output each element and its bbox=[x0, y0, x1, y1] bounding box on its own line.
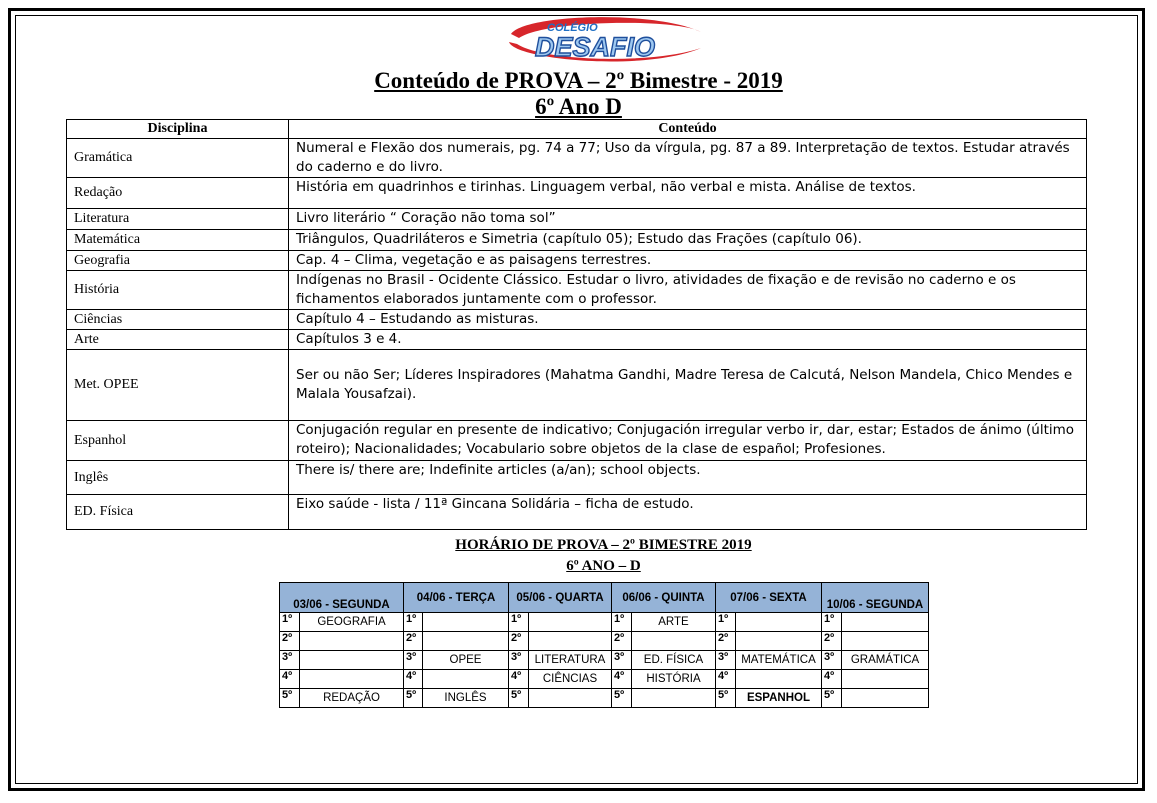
schedule-cell bbox=[529, 689, 612, 708]
schedule-cell bbox=[736, 670, 822, 689]
content-cell: Indígenas no Brasil - Ocidente Clássico. Estudar o livro, atividades de fixação e de revisão no caderno e os fichamentos elaborados juntamente com o professor. bbox=[289, 271, 1087, 310]
schedule-cell bbox=[736, 632, 822, 651]
schedule-title: HORÁRIO DE PROVA – 2º BIMESTRE 2019 bbox=[455, 537, 752, 553]
period-number: 1º bbox=[509, 613, 529, 632]
period-number: 3º bbox=[716, 651, 736, 670]
period-number: 4º bbox=[509, 670, 529, 689]
schedule-header-row bbox=[280, 583, 929, 613]
table-row bbox=[67, 310, 1087, 330]
schedule-cell: ESPANHOL bbox=[736, 689, 822, 708]
schedule-cell bbox=[300, 670, 404, 689]
period-number: 5º bbox=[404, 689, 423, 708]
discipline-cell: Redação bbox=[67, 178, 289, 209]
discipline-cell: Met. OPEE bbox=[67, 350, 289, 421]
discipline-cell: Gramática bbox=[67, 139, 289, 178]
day-header: 04/06 - TERÇA bbox=[404, 583, 509, 613]
content-cell: História em quadrinhos e tirinhas. Linguagem verbal, não verbal e mista. Análise de textos. bbox=[289, 178, 1087, 209]
discipline-cell: Literatura bbox=[67, 209, 289, 230]
period-number: 1º bbox=[612, 613, 632, 632]
discipline-cell: ED. Física bbox=[67, 495, 289, 530]
schedule-cell bbox=[842, 689, 929, 708]
discipline-cell: Matemática bbox=[67, 230, 289, 251]
content-cell: Capítulos 3 e 4. bbox=[289, 330, 1087, 350]
day-header: 10/06 - SEGUNDA bbox=[822, 583, 929, 613]
schedule-cell bbox=[529, 613, 612, 632]
logo-top-text: COLÉGIO bbox=[547, 22, 598, 34]
schedule-row bbox=[280, 632, 929, 651]
period-number: 4º bbox=[612, 670, 632, 689]
table-row bbox=[67, 421, 1087, 461]
table-row bbox=[67, 178, 1087, 209]
schedule-cell: CIÊNCIAS bbox=[529, 670, 612, 689]
period-number: 1º bbox=[280, 613, 300, 632]
table-row bbox=[67, 495, 1087, 530]
schedule-row bbox=[280, 651, 929, 670]
period-number: 2º bbox=[822, 632, 842, 651]
discipline-cell: Espanhol bbox=[67, 421, 289, 461]
period-number: 3º bbox=[404, 651, 423, 670]
schedule-cell: MATEMÁTICA bbox=[736, 651, 822, 670]
schedule-cell bbox=[632, 632, 716, 651]
period-number: 2º bbox=[509, 632, 529, 651]
content-cell: Eixo saúde - lista / 11ª Gincana Solidária – ficha de estudo. bbox=[289, 495, 1087, 530]
schedule-cell: HISTÓRIA bbox=[632, 670, 716, 689]
period-number: 5º bbox=[612, 689, 632, 708]
period-number: 4º bbox=[716, 670, 736, 689]
schedule-cell: REDAÇÃO bbox=[300, 689, 404, 708]
content-table-header bbox=[67, 120, 1087, 139]
content-cell: Triângulos, Quadriláteros e Simetria (capítulo 05); Estudo das Frações (capítulo 06). bbox=[289, 230, 1087, 251]
period-number: 3º bbox=[612, 651, 632, 670]
period-number: 3º bbox=[509, 651, 529, 670]
period-number: 5º bbox=[280, 689, 300, 708]
table-row bbox=[67, 330, 1087, 350]
discipline-cell: História bbox=[67, 271, 289, 310]
table-row bbox=[67, 209, 1087, 230]
period-number: 4º bbox=[822, 670, 842, 689]
schedule-cell bbox=[423, 613, 509, 632]
schedule-class-label: 6º ANO – D bbox=[566, 558, 641, 574]
schedule-row bbox=[280, 689, 929, 708]
table-row bbox=[67, 350, 1087, 421]
schedule-cell bbox=[300, 651, 404, 670]
table-row bbox=[67, 139, 1087, 178]
period-number: 5º bbox=[822, 689, 842, 708]
school-logo bbox=[505, 12, 705, 68]
period-number: 4º bbox=[404, 670, 423, 689]
content-cell: Livro literário “ Coração não toma sol” bbox=[289, 209, 1087, 230]
content-cell: Numeral e Flexão dos numerais, pg. 74 a 77; Uso da vírgula, pg. 87 a 89. Interpretação de textos. Estudar através do caderno e do livro. bbox=[289, 139, 1087, 178]
schedule-row bbox=[280, 670, 929, 689]
content-cell: Cap. 4 – Clima, vegetação e as paisagens terrestres. bbox=[289, 251, 1087, 271]
table-row bbox=[67, 271, 1087, 310]
schedule-cell: OPEE bbox=[423, 651, 509, 670]
content-cell: Ser ou não Ser; Líderes Inspiradores (Mahatma Gandhi, Madre Teresa de Calcutá, Nelson Mandela, Chico Mendes e Malala Yousafzai). bbox=[289, 350, 1087, 421]
page-title: Conteúdo de PROVA – 2º Bimestre - 2019 bbox=[374, 68, 783, 93]
schedule-cell: ED. FÍSICA bbox=[632, 651, 716, 670]
period-number: 1º bbox=[404, 613, 423, 632]
period-number: 2º bbox=[404, 632, 423, 651]
schedule-cell: GRAMÁTICA bbox=[842, 651, 929, 670]
schedule-cell bbox=[423, 632, 509, 651]
period-number: 5º bbox=[509, 689, 529, 708]
day-header: 06/06 - QUINTA bbox=[612, 583, 716, 613]
class-label: 6º Ano D bbox=[535, 94, 622, 119]
table-row bbox=[67, 251, 1087, 271]
day-header: 05/06 - QUARTA bbox=[509, 583, 612, 613]
content-cell: Capítulo 4 – Estudando as misturas. bbox=[289, 310, 1087, 330]
period-number: 1º bbox=[716, 613, 736, 632]
period-number: 2º bbox=[716, 632, 736, 651]
schedule-cell: INGLÊS bbox=[423, 689, 509, 708]
header-discipline: Disciplina bbox=[67, 120, 289, 139]
schedule-cell bbox=[300, 632, 404, 651]
schedule-table bbox=[279, 582, 929, 708]
period-number: 5º bbox=[716, 689, 736, 708]
period-number: 2º bbox=[280, 632, 300, 651]
schedule-cell bbox=[632, 689, 716, 708]
period-number: 1º bbox=[822, 613, 842, 632]
discipline-cell: Ciências bbox=[67, 310, 289, 330]
logo-main-text: DESAFIO bbox=[535, 32, 656, 62]
schedule-cell bbox=[529, 632, 612, 651]
schedule-cell bbox=[842, 632, 929, 651]
day-header: 07/06 - SEXTA bbox=[716, 583, 822, 613]
discipline-cell: Geografia bbox=[67, 251, 289, 271]
content-table bbox=[66, 119, 1087, 530]
content-cell: Conjugación regular en presente de indicativo; Conjugación irregular verbo ir, dar, estar; Estados de ánimo (último roteiro); Nacionalidades; Vocabulario sobre objetos de la clase de español; Profesiones. bbox=[289, 421, 1087, 461]
period-number: 3º bbox=[822, 651, 842, 670]
table-row bbox=[67, 230, 1087, 251]
table-row bbox=[67, 461, 1087, 495]
schedule-cell: LITERATURA bbox=[529, 651, 612, 670]
discipline-cell: Arte bbox=[67, 330, 289, 350]
period-number: 4º bbox=[280, 670, 300, 689]
period-number: 2º bbox=[612, 632, 632, 651]
schedule-cell: ARTE bbox=[632, 613, 716, 632]
schedule-cell bbox=[842, 670, 929, 689]
discipline-cell: Inglês bbox=[67, 461, 289, 495]
header-content: Conteúdo bbox=[289, 120, 1087, 139]
period-number: 3º bbox=[280, 651, 300, 670]
schedule-cell bbox=[423, 670, 509, 689]
schedule-cell: GEOGRAFIA bbox=[300, 613, 404, 632]
schedule-cell bbox=[736, 613, 822, 632]
content-cell: There is/ there are; Indefinite articles (a/an); school objects. bbox=[289, 461, 1087, 495]
schedule-row bbox=[280, 613, 929, 632]
schedule-cell bbox=[842, 613, 929, 632]
day-header: 03/06 - SEGUNDA bbox=[280, 583, 404, 613]
